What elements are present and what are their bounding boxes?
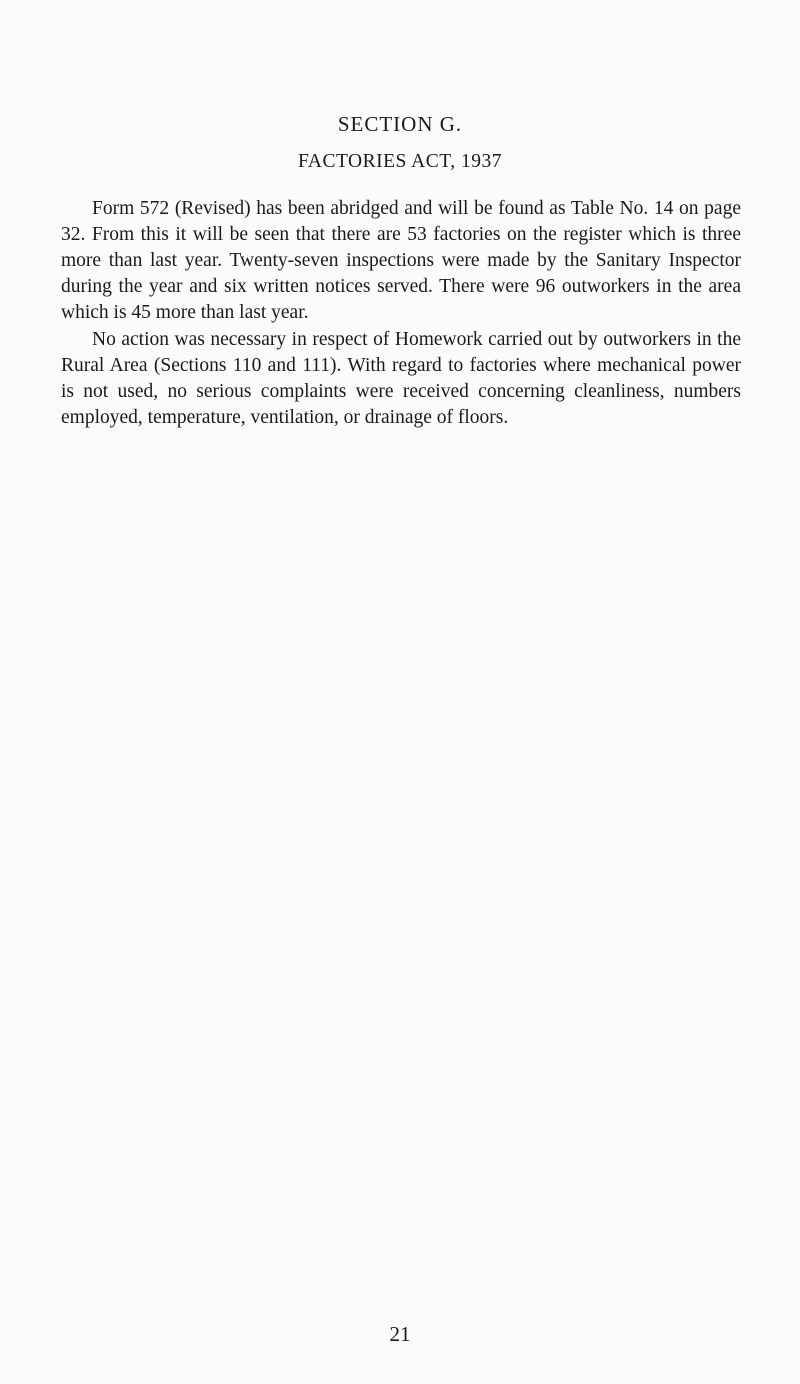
section-heading: SECTION G. [337, 112, 463, 136]
paragraph-factories-register: Form 572 (Revised) has been abridged and will be found as Table No. 14 on page 32. From this it will be seen that there are 53 factories on the register which is three more than last year. Twenty-seven inspections were made by the Sanitary Inspector during the year and six written notices served. There were 96 outworkers in the area which is 45 more than last year. [61, 198, 741, 323]
paragraph-homework-outworkers: No action was necessary in respect of Homework carried out by outworkers in the Rural Area (Sections 110 and 111). With regard to factories where mechanical power is not used, no serious complaints were received concerning cleanliness, numbers employed, temperature, ventilation, or drainage of floors. [61, 329, 741, 428]
page-number: 21 [389, 1322, 411, 1346]
act-heading: FACTORIES ACT, 1937 [298, 151, 502, 172]
